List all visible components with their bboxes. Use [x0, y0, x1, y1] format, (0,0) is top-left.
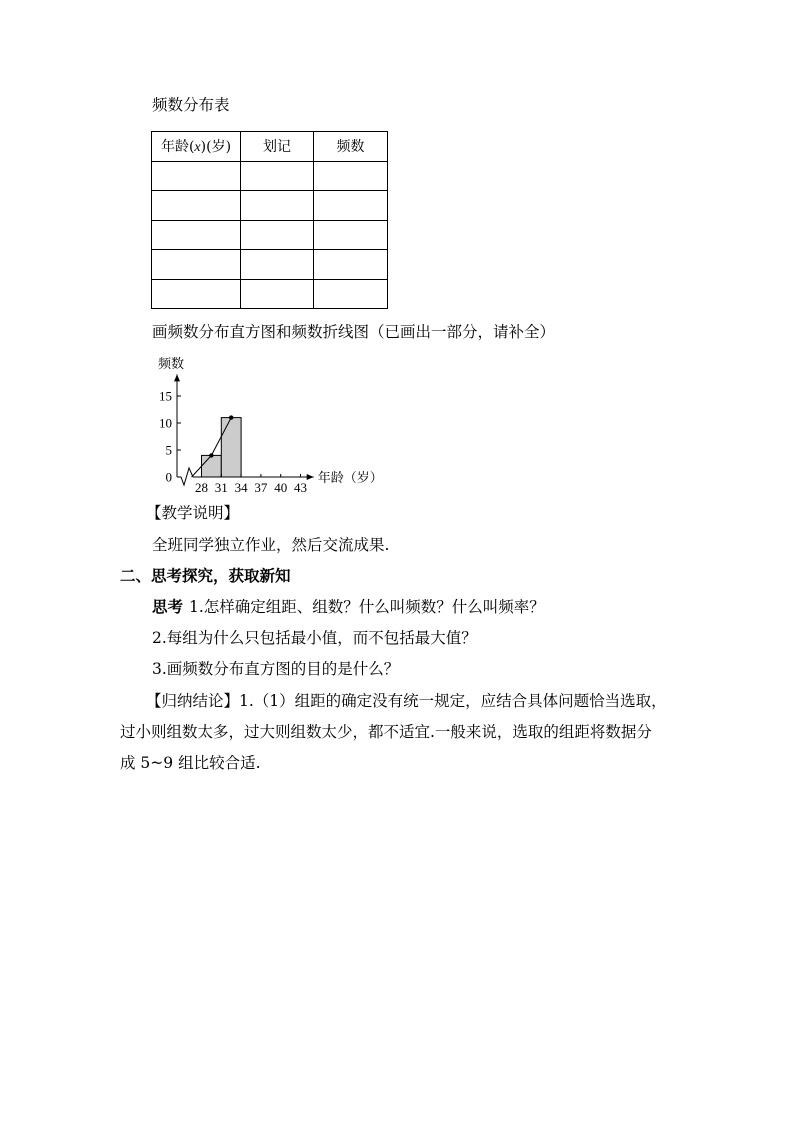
y-tick-label: 0 — [165, 469, 172, 485]
table-cell — [241, 279, 314, 309]
conclusion-line: 成 5~9 组比较合适. — [120, 754, 261, 772]
x-axis-label: 年龄（岁） — [317, 471, 383, 486]
table-cell — [241, 220, 314, 250]
table-cell — [314, 220, 388, 250]
table-cell — [314, 161, 388, 191]
frequency-table — [151, 131, 388, 309]
age-variable: x — [194, 140, 201, 156]
table-cell — [241, 191, 314, 221]
table-cell — [241, 250, 314, 280]
frequency-polygon-point — [209, 453, 213, 457]
table-cell — [314, 250, 388, 280]
y-tick-label: 5 — [165, 442, 172, 458]
table-row — [152, 220, 388, 250]
x-tick-label: 37 — [254, 480, 268, 495]
table-row — [152, 250, 388, 280]
table-row — [152, 191, 388, 221]
y-tick-label: 10 — [159, 415, 172, 431]
axis-break-zigzag — [177, 468, 193, 485]
teaching-note-title: 【教学说明】 — [146, 504, 240, 522]
y-tick-label: 15 — [159, 388, 172, 404]
table-cell — [152, 191, 241, 221]
histogram-chart — [140, 350, 400, 502]
question-1-text: 1.怎样确定组距、组数？什么叫频数？什么叫频率？ — [189, 598, 545, 616]
table-cell — [152, 220, 241, 250]
frequency-polygon-point — [229, 415, 233, 419]
table-cell — [241, 161, 314, 191]
y-axis-arrow — [174, 374, 180, 381]
table-header-age — [152, 132, 241, 162]
table-cell — [314, 279, 388, 309]
table-title: 频数分布表 — [152, 96, 230, 114]
question-2: 2.每组为什么只包括最小值，而不包括最大值？ — [152, 629, 477, 647]
table-cell — [314, 191, 388, 221]
x-tick-label: 43 — [294, 480, 307, 495]
section-heading: 二、思考探究，获取新知 — [120, 567, 291, 585]
conclusion-line: 【归纳结论】1.（1）组距的确定没有统一规定，应结合具体问题恰当选取， — [146, 692, 667, 710]
table-header-frequency: 频数 — [314, 132, 388, 162]
table-cell — [152, 161, 241, 191]
x-tick-label: 34 — [234, 480, 248, 495]
question-3: 3.画频数分布直方图的目的是什么？ — [152, 660, 400, 678]
conclusion-line: 过小则组数太多，过大则组数太少，都不适宜.一般来说，选取的组距将数据分 — [120, 723, 652, 741]
table-row — [152, 279, 388, 309]
table-header-row — [152, 132, 388, 162]
x-tick-label: 28 — [195, 480, 208, 495]
age-header-text: 年龄( — [160, 139, 195, 156]
x-axis-arrow — [307, 474, 314, 480]
table-cell — [152, 279, 241, 309]
y-axis-label: 频数 — [157, 357, 185, 372]
think-label: 思考 — [152, 598, 184, 616]
histogram-bar — [202, 455, 222, 477]
x-tick-label: 31 — [214, 480, 228, 495]
age-header-unit: )(岁) — [200, 139, 232, 156]
histogram-bar — [221, 418, 241, 477]
teaching-note-text: 全班同学独立作业，然后交流成果. — [152, 536, 390, 554]
chart-caption: 画频数分布直方图和频数折线图（已画出一部分，请补全） — [152, 323, 556, 341]
question-1 — [152, 597, 545, 617]
table-row — [152, 161, 388, 191]
table-header-tally: 划记 — [241, 132, 314, 162]
x-tick-label: 40 — [274, 480, 288, 495]
table-cell — [152, 250, 241, 280]
